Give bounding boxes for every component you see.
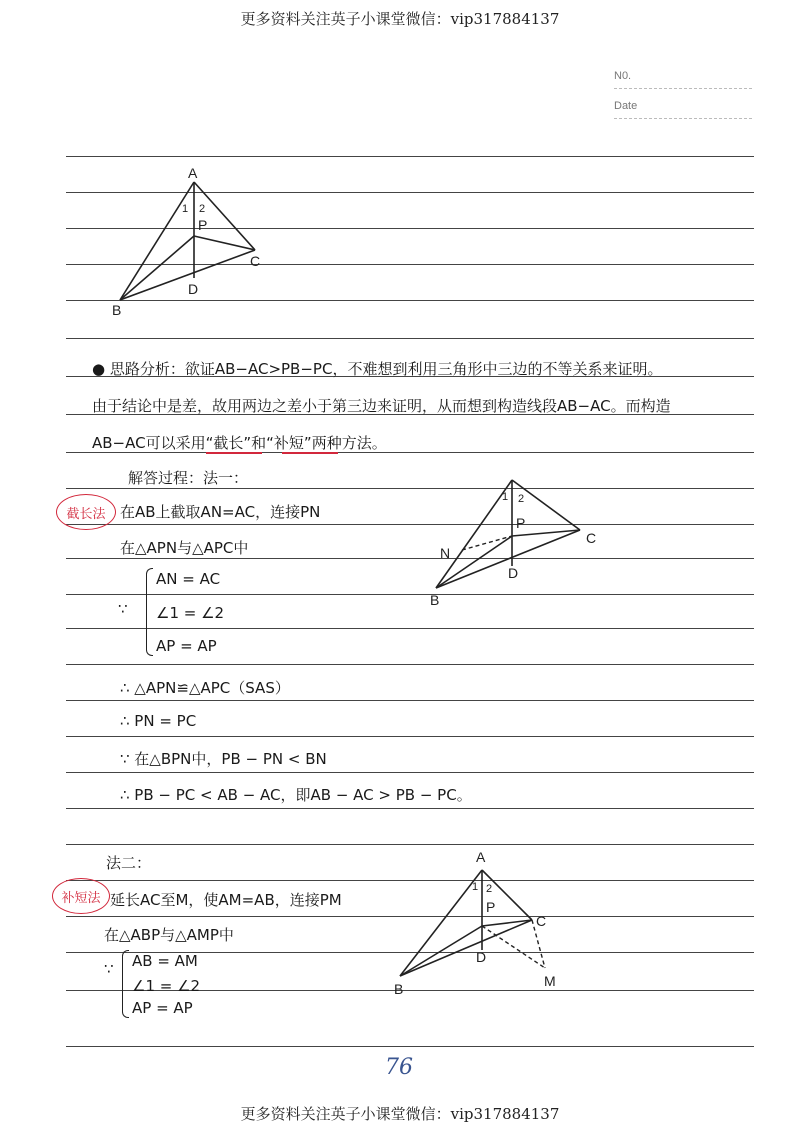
- solution-step-6: ∴ PB − PC < AB − AC，即AB − AC > PB − PC。: [120, 786, 472, 804]
- fig1-label-d: D: [188, 281, 199, 297]
- fig1-label-c: C: [250, 253, 261, 269]
- fig1-label-a: A: [188, 165, 198, 181]
- fig3-label-d: D: [476, 949, 487, 965]
- because-symbol-1: ∵: [118, 600, 128, 618]
- fig3-label-a: A: [476, 849, 486, 865]
- fig2-label-d: D: [508, 565, 519, 581]
- fig3-label-m: M: [544, 973, 556, 989]
- fig1-label-p: P: [198, 217, 208, 233]
- method2-step-1: 延长AC至M，使AM=AB，连接PM: [110, 891, 342, 909]
- method2-step-2: 在△ABP与△AMP中: [104, 926, 234, 944]
- method2-title: 法二：: [106, 854, 152, 872]
- fig3-angle-1: 1: [472, 881, 479, 893]
- analysis-line-3-start: AB−AC可以采用: [92, 434, 206, 452]
- method2-condition-3: AP = AP: [132, 999, 193, 1017]
- analysis-line-3-mid: 和: [251, 434, 267, 452]
- condition-2: ∠1 = ∠2: [156, 604, 225, 622]
- highlight-jiechang: “截长”: [205, 434, 252, 452]
- method2-condition-2: ∠1 = ∠2: [132, 977, 201, 995]
- fig3-label-b: B: [394, 981, 404, 997]
- fig2-label-b: B: [430, 592, 440, 608]
- condition-1: AN = AC: [156, 570, 221, 588]
- header-watermark: 更多资料关注英子小课堂微信：vip317884137: [240, 10, 560, 28]
- solution-step-3: ∴ △APN≌△APC（SAS）: [120, 679, 290, 697]
- solution-step-5: ∵ 在△BPN中，PB − PN < BN: [120, 750, 327, 768]
- fig2-angle-2: 2: [518, 493, 525, 505]
- fig1-angle-1: 1: [182, 203, 189, 215]
- notebook-date-label: Date: [614, 100, 638, 112]
- method2-condition-1: AB = AM: [132, 952, 198, 970]
- stamp-jiechang-method: 截长法: [56, 494, 116, 530]
- page-number: 76: [385, 1055, 413, 1080]
- analysis-line-3-end: 两种方法。: [311, 434, 387, 452]
- fig2-label-n: N: [440, 545, 451, 561]
- solution-step-1: 在AB上截取AN=AC，连接PN: [120, 503, 321, 521]
- solution-title: 解答过程：法一：: [128, 469, 249, 487]
- analysis-line-2: 由于结论中是差，故用两边之差小于第三边来证明，从而想到构造线段AB−AC。而构造: [92, 397, 671, 415]
- highlight-buduan: “补短”: [266, 434, 312, 452]
- fig1-label-b: B: [112, 302, 122, 318]
- fig2-label-p: P: [516, 515, 526, 531]
- notebook-no-label: N0.: [614, 70, 632, 82]
- fig1-angle-2: 2: [199, 203, 206, 215]
- fig2-label-c: C: [586, 530, 597, 546]
- fig3-angle-2: 2: [486, 883, 493, 895]
- footer-watermark: 更多资料关注英子小课堂微信：vip317884137: [240, 1105, 560, 1123]
- fig2-angle-1: 1: [502, 491, 509, 503]
- analysis-line-1: ● 思路分析：欲证AB−AC>PB−PC，不难想到利用三角形中三边的不等关系来证明。: [92, 360, 663, 378]
- fig3-label-c: C: [536, 913, 547, 929]
- stamp-buduan-method: 补短法: [52, 878, 110, 914]
- fig3-label-p: P: [486, 899, 496, 915]
- because-symbol-2: ∵: [104, 960, 114, 978]
- solution-step-2: 在△APN与△APC中: [120, 539, 249, 557]
- condition-3: AP = AP: [156, 637, 217, 655]
- solution-step-4: ∴ PN = PC: [120, 712, 197, 730]
